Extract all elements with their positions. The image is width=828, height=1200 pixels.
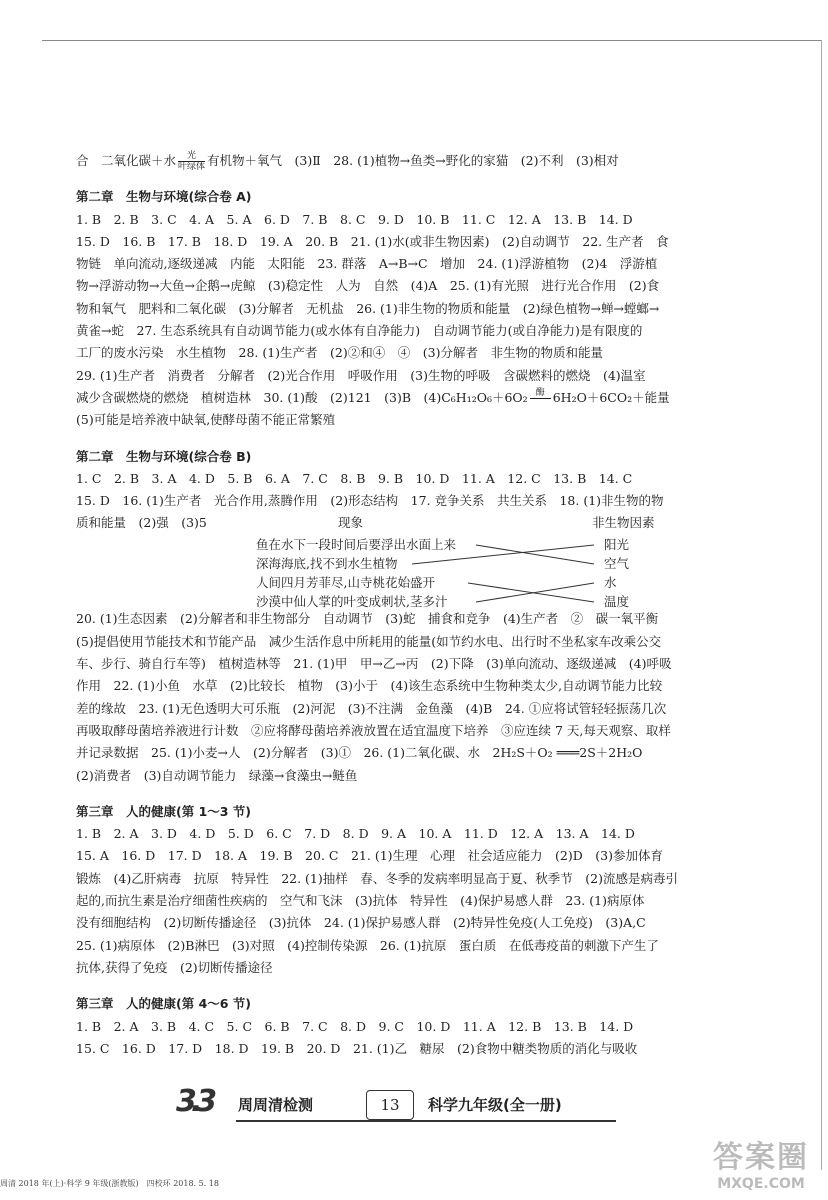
match-lead-text: 质和能量 (2)强 (3)5 bbox=[76, 515, 207, 531]
page-frame-right bbox=[821, 40, 822, 1170]
answer-line: (5)提倡使用节能技术和节能产品 减少生活作息中所耗用的能量(如节约水电、出行时不坐私家车改乘公交 bbox=[76, 633, 662, 649]
watermark-text: 答案圈 bbox=[713, 1140, 809, 1175]
match-lines bbox=[76, 512, 788, 608]
answer-line: 抗体,获得了免疫 (2)切断传播途径 bbox=[76, 959, 273, 975]
chapter3b-body bbox=[76, 1016, 788, 1061]
equation-left: 减少含碳燃烧的燃烧 植树造林 30. (1)酸 (2)121 (3)B (4)C₆H₁₂O₆＋6O₂ bbox=[76, 389, 528, 405]
watermark bbox=[706, 1132, 816, 1196]
footer-rule bbox=[236, 1120, 616, 1122]
intro-text-post: 有机物＋氧气 (3)Ⅱ 28. (1)植物→鱼类→野化的家猫 (2)不利 (3)相对 bbox=[207, 153, 619, 168]
match-right-item: 空气 bbox=[604, 556, 630, 572]
match-line bbox=[476, 545, 594, 564]
answer-line: 物链 单向流动,逐级递减 内能 太阳能 23. 群落 A→B→C 增加 24. (1)浮游植物 (2)4 浮游植 bbox=[76, 256, 658, 272]
answer-line: (5)可能是培养液中缺氧,使酵母菌不能正常繁殖 bbox=[76, 412, 336, 428]
subject-label: 科学九年级(全一册) bbox=[428, 1096, 562, 1114]
match-left-item: 人间四月芳菲尽,山寺桃花始盛开 bbox=[256, 575, 435, 591]
enzyme-arrow bbox=[530, 388, 551, 409]
section-title-chapter3a: 第三章 人的健康(第 1～3 节) bbox=[76, 803, 252, 819]
answer-line: 锻炼 (4)乙肝病毒 抗原 特异性 22. (1)抽样 春、冬季的发病率明显高于夏、秋季节 (2)流感是病毒引 bbox=[76, 870, 678, 886]
answer-line: 15. D 16. B 17. B 18. D 19. A 20. B 21. (1)水(或非生物因素) (2)自动调节 22. 生产者 食 bbox=[76, 233, 669, 249]
match-left-item: 沙漠中仙人掌的叶变成刺状,茎多汁 bbox=[256, 594, 448, 610]
answer-line: 1. B 2. B 3. C 4. A 5. A 6. D 7. B 8. C 9. D 10. B 11. C 12. A 13. B 14. D bbox=[76, 211, 633, 227]
answer-line: 物和氧气 肥料和二氧化碳 (3)分解者 无机盐 26. (1)非生物的物质和能量 (2)绿色植物→蝉→螳螂→ bbox=[76, 300, 660, 316]
section-title-chapter2b: 第二章 生物与环境(综合卷 B) bbox=[76, 448, 252, 464]
equation-line bbox=[76, 387, 788, 409]
print-imprint: 周清 2018 年(上)·科学 9 年级(浙教版) 四校环 2018. 5. 18 bbox=[0, 1179, 219, 1188]
answer-line: 差的缘故 23. (1)无色透明大可乐瓶 (2)河泥 (3)不注满 金鱼藻 (4)B 24. ①应将试管轻轻振荡几次 bbox=[76, 700, 667, 716]
matching-diagram bbox=[76, 512, 788, 608]
match-header-phenomenon: 现象 bbox=[338, 515, 364, 531]
section-title-chapter3b: 第三章 人的健康(第 4～6 节) bbox=[76, 996, 252, 1012]
answer-line: 1. B 2. A 3. D 4. D 5. D 6. C 7. D 8. D 9. A 10. A 11. D 12. A 13. A 14. D bbox=[76, 826, 635, 842]
intro-text-pre: 合 二氧化碳＋水 bbox=[76, 153, 177, 168]
equation-right: 6H₂O＋6CO₂＋能量 bbox=[552, 389, 670, 405]
match-right-item: 阳光 bbox=[604, 537, 630, 553]
answer-line: 再吸取酵母菌培养液进行计数 ②应将酵母菌培养液放置在适宜温度下培养 ③应连续 7 天,每天观察、取样 bbox=[76, 722, 671, 738]
enzyme-label: 酶 bbox=[530, 388, 551, 399]
page-footer bbox=[176, 1080, 616, 1126]
arrow-condition-top: 光 bbox=[178, 151, 205, 162]
answer-line: 1. B 2. A 3. B 4. C 5. C 6. B 7. C 8. D 9. C 10. D 11. A 12. B 13. B 14. D bbox=[76, 1018, 634, 1034]
answer-line: 起的,而抗生素是治疗细菌性疾病的 空气和飞沫 (3)抗体 特异性 (4)保护易感人群 23. (1)病原体 bbox=[76, 893, 645, 909]
reaction-arrow bbox=[178, 151, 205, 172]
answer-line: 物→浮游动物→大鱼→企鹅→虎鲸 (3)稳定性 人为 自然 (4)A 25. (1)有光照 进行光合作用 (2)食 bbox=[76, 278, 660, 294]
chapter3a-body bbox=[76, 823, 788, 979]
page-frame-top bbox=[42, 40, 822, 41]
page-number: 13 bbox=[366, 1090, 414, 1120]
answer-line: 黄雀→蛇 27. 生态系统具有自动调节能力(或水体有自净能力) 自动调节能力(或自净能力)是有限度的 bbox=[76, 323, 643, 339]
answer-line: 作用 22. (1)小鱼 水草 (2)比较长 植物 (3)小于 (4)该生态系统中生物种类太少,自动调节能力比较 bbox=[76, 678, 663, 694]
answer-line: (2)消费者 (3)自动调节能力 绿藻→食藻虫→鲢鱼 bbox=[76, 767, 358, 783]
intro-line bbox=[76, 150, 788, 172]
logo: 3.3 bbox=[176, 1084, 212, 1119]
match-left-item: 鱼在水下一段时间后要浮出水面上来 bbox=[256, 537, 457, 553]
answer-line: 25. (1)病原体 (2)B淋巴 (3)对照 (4)控制传染源 26. (1)抗原 蛋白质 在低毒疫苗的刺激下产生了 bbox=[76, 937, 659, 953]
answer-content bbox=[76, 150, 788, 1060]
brand-name: 周周清检测 bbox=[238, 1096, 314, 1114]
answer-line: 并记录数据 25. (1)小麦→人 (2)分解者 (3)① 26. (1)二氧化碳、水 2H₂S＋O₂ ═══2S＋2H₂O bbox=[76, 745, 643, 761]
answer-line: 1. C 2. B 3. A 4. D 5. B 6. A 7. C 8. B 9. B 10. D 11. A 12. C 13. B 14. C bbox=[76, 470, 633, 486]
match-right-item: 水 bbox=[604, 575, 617, 591]
match-left-item: 深海海底,找不到水生植物 bbox=[256, 556, 398, 572]
chapter2a-body bbox=[76, 209, 788, 432]
arrow-condition-bottom: 叶绿体 bbox=[178, 162, 206, 172]
answer-line: 15. C 16. D 17. D 18. D 19. B 20. D 21. (1)乙 糖尿 (2)食物中糖类物质的消化与吸收 bbox=[76, 1040, 638, 1056]
match-right-item: 温度 bbox=[604, 594, 630, 610]
watermark-url: MXQE.COM bbox=[717, 1176, 805, 1192]
match-header-factor: 非生物因素 bbox=[592, 515, 655, 531]
answer-line: 车、步行、骑自行车等) 植树造林等 21. (1)甲 甲→乙→丙 (2)下降 (3)单向流动、逐级递减 (4)呼吸 bbox=[76, 656, 672, 672]
answer-line: 15. D 16. (1)生产者 光合作用,蒸腾作用 (2)形态结构 17. 竞争关系 共生关系 18. (1)非生物的物 bbox=[76, 493, 664, 509]
answer-line: 没有细胞结构 (2)切断传播途径 (3)抗体 24. (1)保护易感人群 (2)特异性免疫(人工免疫) (3)A,C bbox=[76, 915, 646, 931]
answer-line: 工厂的废水污染 水生植物 28. (1)生产者 (2)②和④ ④ (3)分解者 非生物的物质和能量 bbox=[76, 345, 603, 361]
answer-line: 20. (1)生态因素 (2)分解者和非生物部分 自动调节 (3)蛇 捕食和竞争 (4)生产者 ② 碳一氧平衡 bbox=[76, 611, 659, 627]
answer-line: 15. A 16. D 17. D 18. A 19. B 20. C 21. (1)生理 心理 社会适应能力 (2)D (3)参加体育 bbox=[76, 848, 663, 864]
section-title-chapter2a: 第二章 生物与环境(综合卷 A) bbox=[76, 189, 252, 205]
chapter2b-body bbox=[76, 468, 788, 787]
match-line bbox=[412, 545, 594, 564]
answer-line: 29. (1)生产者 消费者 分解者 (2)光合作用 呼吸作用 (3)生物的呼吸 含碳燃料的燃烧 (4)温室 bbox=[76, 367, 646, 383]
